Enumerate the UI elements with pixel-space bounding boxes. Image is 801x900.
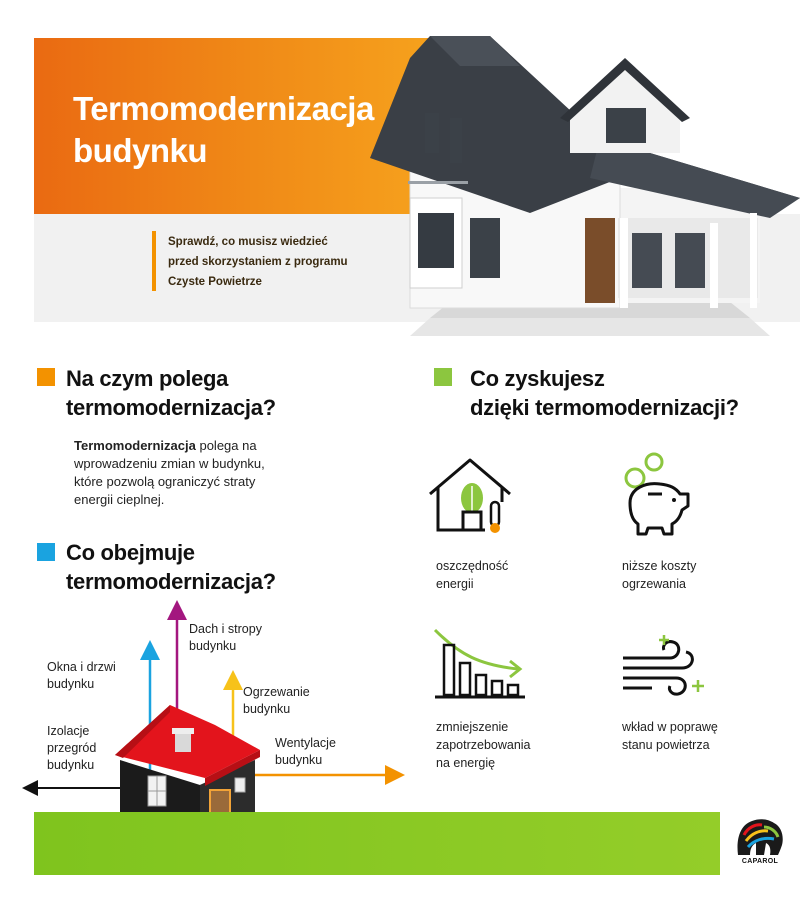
scope-label-windows: Okna i drzwi budynku — [47, 660, 116, 691]
benefit-label: zmniejszenie zapotrzebowania na energię — [436, 720, 531, 770]
page-title — [73, 88, 374, 172]
scope-label-roof: Dach i stropy budynku — [189, 622, 262, 653]
dormer-window — [606, 108, 646, 143]
piggy-bank-icon — [618, 448, 698, 538]
wood-cladding — [585, 218, 615, 303]
energy-house-icon — [425, 452, 515, 537]
section-title-gain: Co zyskujesz dzięki termomodernizacji? — [470, 366, 739, 420]
page-title-line: budynku — [73, 132, 207, 169]
subtitle-line: przed skorzystaniem z programu — [168, 256, 348, 268]
caparol-logo-icon — [734, 815, 786, 857]
brand-name: CAPAROL — [741, 858, 779, 865]
benefit-label: niższe koszty ogrzewania — [622, 559, 697, 591]
house-window — [425, 113, 439, 153]
section-title-what: Na czym polega termomodernizacja? — [66, 366, 276, 420]
page-title-line: Termomodernizacja — [73, 90, 374, 127]
hero-house-illustration — [370, 18, 800, 348]
subtitle — [168, 232, 348, 292]
subtitle-accent-bar — [152, 231, 156, 291]
decreasing-chart-icon — [430, 625, 530, 705]
house-steps — [410, 318, 770, 336]
section-marker-green — [434, 368, 452, 386]
scope-label-ventilation: Wentylacje budynku — [275, 736, 336, 767]
subtitle-line: Sprawdź, co musisz wiedzieć — [168, 236, 328, 248]
grass-band — [34, 812, 720, 875]
section-title-scope: Co obejmuje termomodernizacja? — [66, 540, 276, 594]
section-marker-orange — [37, 368, 55, 386]
benefit-label: wkład w poprawę stanu powietrza — [622, 720, 718, 752]
scope-label-insulation: Izolacje przegród budynku — [47, 724, 97, 772]
subtitle-line: Czyste Powietrze — [168, 276, 262, 288]
intro-bold-term: Termomodernizacja — [74, 438, 196, 453]
benefit-label: oszczędność energii — [436, 559, 509, 591]
section-marker-blue — [37, 543, 55, 561]
intro-description: Termomodernizacja polega na wprowadzeniu zmian w budynku, które pozwolą ograniczyć straty energii cieplnej. — [74, 438, 265, 507]
scope-label-heating: Ogrzewanie budynku — [243, 685, 310, 716]
wind-icon — [618, 632, 713, 702]
